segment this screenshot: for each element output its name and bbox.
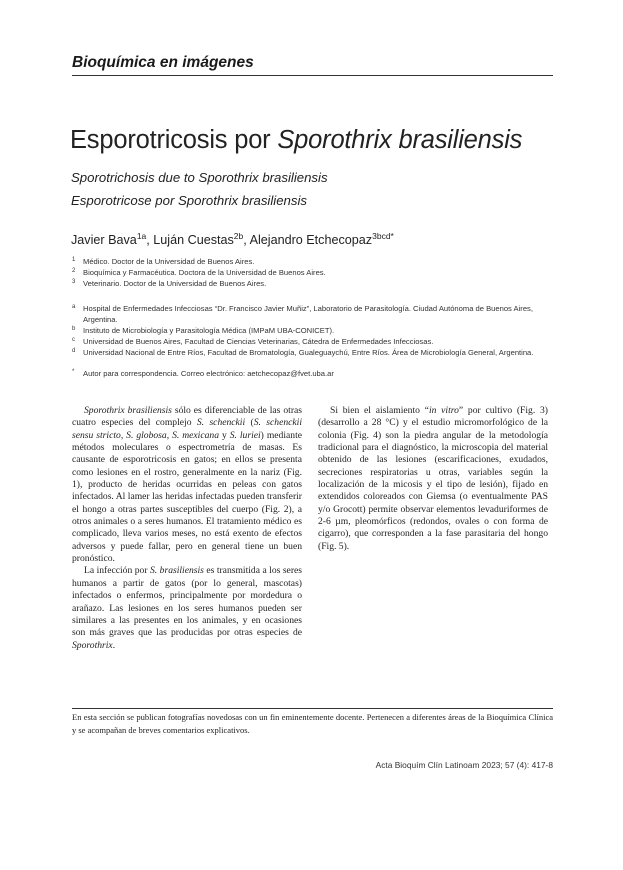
text-run: es transmitida a los seres humanos a partir de gatos (por lo general, mascotas) infectados o enfermos, principalmente por mordedura o arañazo. Las lesiones en los seres humanos pueden ser similares a las presentes en los animales, y en ocasiones son más graves que las producidas por otras especies de: [72, 565, 303, 639]
text-run: y: [219, 429, 230, 441]
author-sup: 2b: [233, 231, 244, 241]
affiliation-note: [72, 304, 562, 325]
author-name: Luján Cuestas: [153, 233, 234, 247]
correspondence-text: Autor para correspondencia. Correo electrónico: aetchecopaz@fvet.uba.ar: [83, 369, 334, 378]
affiliation-text: Instituto de Microbiología y Parasitología Médica (IMPaM UBA-CONICET).: [83, 326, 335, 335]
text-run: Si bien el aislamiento “: [330, 405, 429, 416]
article-title: [70, 126, 522, 155]
affiliation-mark: b: [72, 326, 76, 332]
paragraph: [72, 405, 302, 565]
title-plain: Esporotricosis por: [70, 126, 278, 154]
italic-run: S. schenckii sensu stricto: [72, 417, 302, 441]
body-column-left: [72, 405, 302, 652]
text-run: sólo es diferenciable de las otras cuatro especies del complejo: [72, 405, 303, 429]
italic-run: S. schenckii: [196, 417, 246, 429]
degree-text: Veterinario. Doctor de la Universidad de Buenos Aires.: [83, 279, 267, 288]
affiliation-mark: d: [72, 348, 76, 354]
author-name: Alejandro Etchecopaz: [249, 233, 373, 247]
journal-citation: Acta Bioquím Clín Latinoam 2023; 57 (4): 417-8: [375, 760, 553, 770]
header-rule: [72, 75, 553, 76]
paragraph: [318, 405, 548, 553]
body-column-right: [318, 405, 548, 553]
subtitle-english: Sporotrichosis due to Sporothrix brasiliensis: [71, 170, 328, 185]
affiliation-text: Hospital de Enfermedades Infecciosas “Dr. Francisco Javier Muñiz”, Laboratorio de Parasitología. Ciudad Autónoma de Buenos Aires, Argentina.: [83, 304, 533, 324]
author-separator: ,: [146, 233, 154, 247]
author-name: Javier Bava: [71, 233, 137, 247]
affiliation-text: Universidad Nacional de Entre Ríos, Facultad de Bromatología, Gualeguaychú, Entre Ríos. Área de Microbiología General, Argentina.: [83, 348, 534, 357]
author-separator: ,: [243, 233, 250, 247]
affiliation-text: Universidad de Buenos Aires, Facultad de Ciencias Veterinarias, Cátedra de Enfermedades Infecciosas.: [83, 337, 434, 346]
italic-run: Sporothrix brasiliensis: [84, 405, 172, 416]
degree-mark: 2: [72, 268, 76, 274]
text-run: La infección por: [84, 565, 150, 577]
italic-run: S. globosa: [126, 429, 167, 441]
affiliation-mark: c: [72, 337, 75, 343]
text-run: (: [245, 417, 254, 429]
section-heading: Bioquímica en imágenes: [72, 54, 254, 71]
italic-run: in vitro: [428, 405, 459, 416]
text-run: ” por cultivo (Fig. 3) (desarrollo a 28 °C) y el estudio micromorfológico de la colonia (Fig. 4) son la piedra angular de la metodología tradicional para el diagnóstico, la microscopia del material obtenido de las lesiones (escarificaciones, exudados, secreciones respiratorias u otras, variables según la localización de la micosis y el tipo de lesión), fijado en extendidos coloreados con Giemsa (o eventualmente PAS y/o Grocott) permite observar elementos levaduriformes de 2-6 µm, pleomórficos (redondos, ovales o con forma de cigarro), que corresponden a la fase parasitaria del hongo (Fig. 5).: [318, 405, 549, 552]
degree-text: Bioquímica y Farmacéutica. Doctora de la Universidad de Buenos Aires.: [83, 268, 326, 277]
author-sup: 1a: [136, 231, 147, 241]
degree-text: Médico. Doctor de la Universidad de Buenos Aires.: [83, 257, 255, 266]
degree-mark: 1: [72, 257, 76, 263]
text-run: ) mediante métodos moleculares o espectrometría de masas. Es causante de esporotricosis en gatos; en ellos se presenta como lesiones en el rostro, generalmente en la nariz (Fig. 1), producto de heridas ocurridas en peleas con gatos infectados. Al lamer las heridas infectadas pueden transferir el hongo a otras partes susceptibles del cuerpo (Fig. 2), a otros animales o a seres humanos. El tratamiento médico es complicado, lleva varios meses, no está exento de efectos adversos y puede fallar, pero en general tiene un buen pronóstico.: [72, 429, 302, 565]
subtitle-portuguese: Esporotricose por Sporothrix brasiliensis: [71, 193, 308, 208]
italic-run: Sporothrix: [72, 639, 113, 651]
text-run: ,: [120, 429, 127, 441]
italic-run: S. luriei: [229, 429, 261, 441]
paragraph: [72, 565, 302, 651]
affiliation-mark: a: [72, 304, 76, 310]
text-run: .: [112, 639, 116, 651]
footer-rule: [72, 708, 553, 709]
author-sup: 3bcd*: [372, 231, 394, 241]
text-run: ,: [166, 429, 173, 441]
italic-run: S. mexicana: [172, 429, 219, 441]
italic-run: S. brasiliensis: [150, 565, 204, 577]
correspondence-mark: *: [72, 369, 75, 375]
author-list: [71, 231, 394, 247]
degree-mark: 3: [72, 279, 76, 285]
section-note: En esta sección se publican fotografías novedosas con un fin eminentemente docente. Pertenecen a diferentes áreas de la Bioquímica Clínica y se acompañan de breves comentarios explicativos.: [72, 712, 553, 735]
title-italic: Sporothrix brasiliensis: [277, 126, 523, 154]
